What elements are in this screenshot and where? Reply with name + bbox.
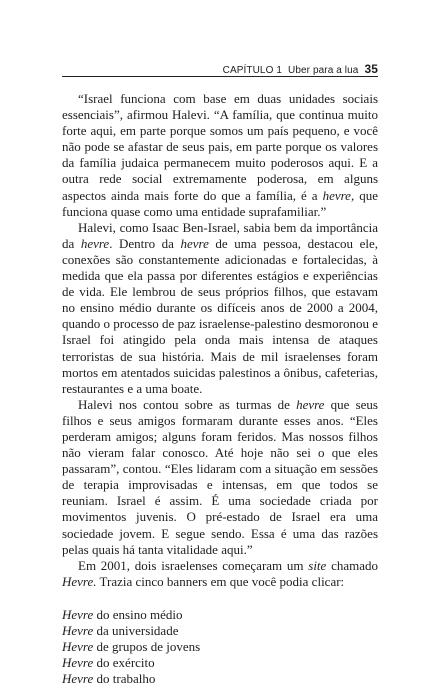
italic-term: hevre,	[322, 187, 355, 203]
banner-rest: do exército	[93, 655, 155, 671]
text-run: Trazia cinco banners em que você podia clicar:	[96, 573, 345, 589]
italic-term: hevre	[296, 396, 325, 412]
paragraph	[62, 558, 378, 590]
header-rule	[62, 76, 378, 77]
banner-item	[62, 607, 378, 623]
text-run: que seus filhos e seus amigos formaram durante esses anos. “Eles perderam amigos; alguns foram feridos. Mas nossos filhos não vieram falar conosco. Até hoje não sei o que eles passaram”, contou. “Eles lidaram com a situação em sessões de terapia improvisadas e intensas, em que todos se reuniam. Israel é assim. É uma sociedade criada por movimentos juvenis. O pré-estado de Israel era uma sociedade jovem. E segue sendo. Essa é uma das razões pelas quais há tanta vitalidade aqui.”	[62, 396, 378, 557]
chapter-title: Uber para a lua	[288, 65, 359, 76]
text-run: que funciona quase como uma entidade suprafamiliar.”	[62, 187, 378, 219]
text-run: “Israel funciona com base em duas unidades sociais essenciais”, afirmou Halevi. “A família, que continua muito forte aqui, em parte porque somos um país pequeno, e você não pode se afastar de seus pais, em parte porque os valores da família judaica permanecem muito poderosos aqui. E a outra rede social extremamente poderosa, em alguns aspectos ainda mais forte do que a família, é a	[62, 91, 378, 203]
text-run: Halevi nos contou sobre as turmas de	[78, 396, 297, 412]
banner-word: Hevre	[62, 623, 94, 638]
banner-item	[62, 671, 378, 687]
page-body	[62, 91, 378, 687]
text-run: de uma pessoa, destacou ele, conexões são constantemente adicionadas e fortalecidas, à medida que ela passa por diferentes estágios e experiências de vida. Ele lembrou de seus próprios filhos, que estavam no ensino médio durante os difíceis anos de 2000 a 2004, quando o processo de paz israelense-palestino desmoronou e Israel foi atingido pela onda mais intensa de ataques terroristas de sua história. Mais de mil israelenses foram mortos em atentados suicidas palestinos a ônibus, cafeterias, restaurantes e a uma boate.	[62, 235, 378, 396]
banner-word: Hevre	[62, 639, 94, 655]
paragraphs	[62, 91, 378, 590]
banner-list	[62, 607, 378, 687]
banner-rest: da universidade	[93, 623, 179, 638]
page-number: 35	[364, 62, 378, 76]
chapter-label: CAPÍTULO 1	[222, 65, 282, 76]
banner-rest: de grupos de jovens	[93, 639, 201, 655]
text-run: chamado	[326, 557, 378, 573]
banner-item	[62, 639, 378, 655]
banner-item	[62, 623, 378, 639]
banner-word: Hevre	[62, 655, 94, 671]
text-run: . Dentro da	[109, 235, 181, 251]
paragraph	[62, 397, 378, 558]
italic-term: Hevre.	[62, 573, 97, 589]
text-run: Em 2001, dois israelenses começaram um	[78, 557, 309, 573]
banner-word: Hevre	[62, 671, 94, 687]
banner-word: Hevre	[62, 606, 94, 622]
italic-term: hevre	[180, 235, 209, 251]
banner-rest: do ensino médio	[93, 606, 183, 622]
banner-rest: do trabalho	[93, 671, 156, 687]
text-run: Halevi, como Isaac Ben-Israel, sabia bem da importância da	[62, 219, 378, 251]
banner-item	[62, 655, 378, 671]
italic-term: hevre	[80, 235, 110, 251]
italic-term: site	[308, 557, 327, 573]
paragraph	[62, 220, 378, 397]
running-header	[62, 62, 378, 76]
paragraph	[62, 91, 378, 220]
